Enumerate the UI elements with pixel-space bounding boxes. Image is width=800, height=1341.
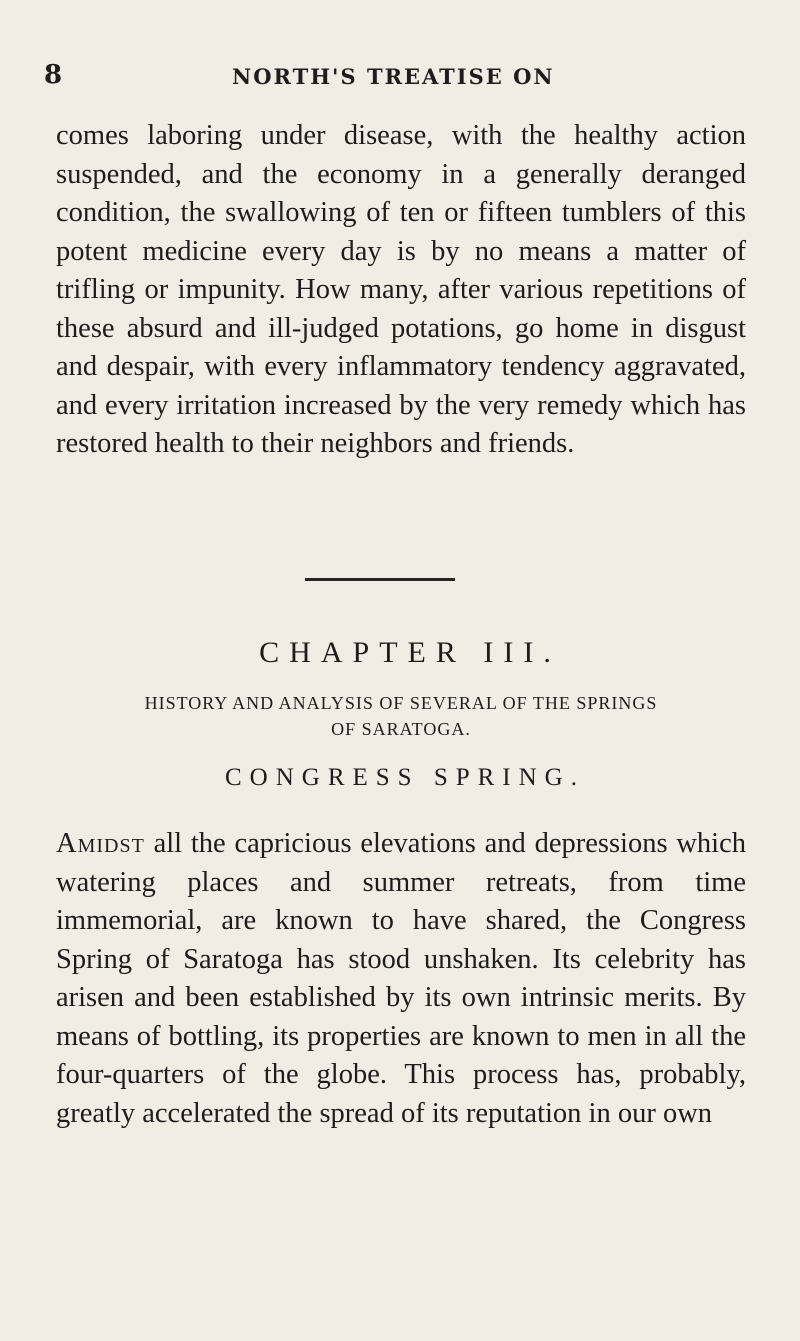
paragraph-2-text: all the capricious elevations and depressions which watering places and summer retreats, from time immemorial, are known to have shared, the Congress Spring of Saratoga has stood unshaken. Its celebrity has arisen and been established by its own intrinsic merits. By means of bottling, its properties are known to men in all the four-quarters of the globe. This process has, probably, greatly accelerated the spread of its reputation in our own	[56, 828, 746, 1129]
chapter-subtitle	[56, 690, 746, 742]
section-title: CONGRESS SPRING.	[224, 764, 585, 791]
chapter-subtitle-line-1: HISTORY AND ANALYSIS OF SEVERAL OF THE SPRINGS	[144, 693, 658, 713]
body-paragraph-1: comes laboring under disease, with the healthy action suspended, and the economy in a generally deranged condition, the swallowing of ten or fifteen tumblers of this potent medicine every day is by no means a matter of trifling or impunity. How many, after various repetitions of these absurd and ill-judged potations, go home in disgust and despair, with every inflammatory tendency aggravated, and every irritation increased by the very remedy which has restored health to their neighbors and friends.	[56, 120, 746, 459]
page-header	[44, 60, 764, 96]
paragraph-lead-word: Amidst	[56, 828, 145, 859]
chapter-subtitle-line-2: OF SARATOGA.	[331, 719, 471, 739]
section-divider-rule	[305, 578, 455, 581]
chapter-title: CHAPTER III.	[259, 636, 561, 669]
body-paragraph-2	[56, 825, 746, 1133]
page-number: 8	[44, 60, 64, 90]
running-head: NORTH'S TREATISE ON	[232, 64, 555, 89]
